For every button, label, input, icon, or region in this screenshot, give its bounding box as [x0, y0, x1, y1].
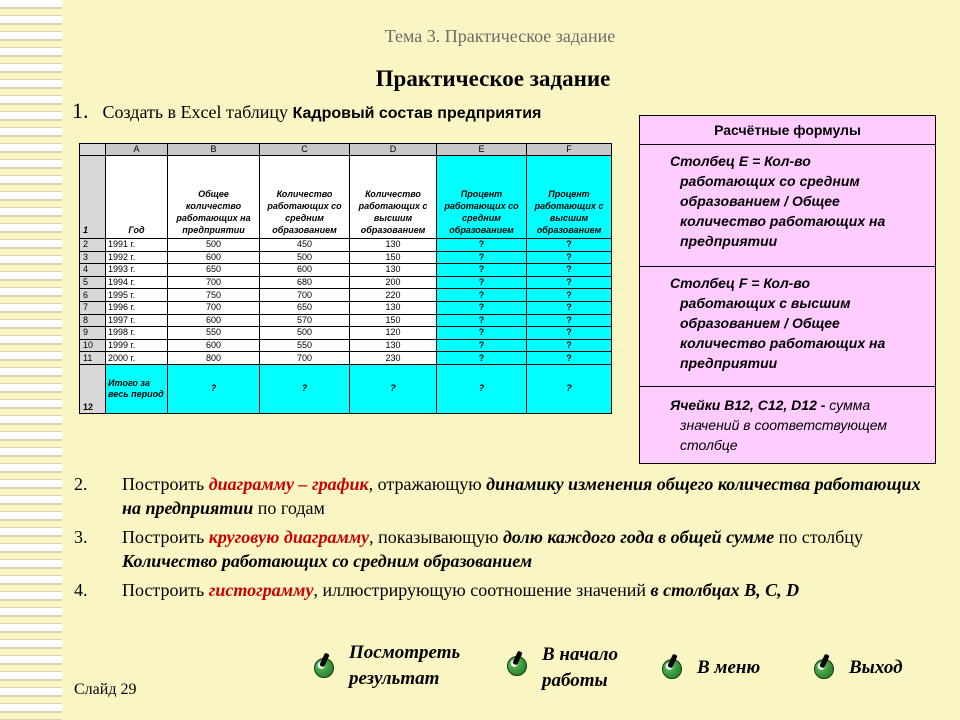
- row-number: 2: [80, 239, 106, 252]
- task-number: 2.: [74, 474, 88, 494]
- formula-e-first: Столбец E = Кол-во: [670, 153, 811, 169]
- row-number: 10: [80, 339, 106, 352]
- year-cell: 1994 г.: [106, 276, 168, 289]
- view-result-label: Посмотреть результат: [349, 642, 461, 689]
- excel-table: [79, 143, 612, 414]
- formula-total-cells: [640, 387, 935, 455]
- percent-higher-cell: ?: [527, 352, 612, 365]
- higher-edu-cell: 200: [350, 276, 437, 289]
- header-secondary-edu: Количество работающих со средним образованием: [260, 156, 350, 239]
- secondary-edu-cell: 500: [260, 251, 350, 264]
- row-number: 7: [80, 301, 106, 314]
- row-number: 5: [80, 276, 106, 289]
- percent-higher-cell: ?: [527, 314, 612, 327]
- task-text: , отражающую: [368, 474, 487, 494]
- percent-secondary-cell: ?: [437, 264, 527, 277]
- task-number: 4.: [74, 580, 88, 600]
- total-cell-f: ?: [527, 364, 612, 413]
- percent-higher-cell: ?: [527, 239, 612, 252]
- higher-edu-cell: 230: [350, 352, 437, 365]
- header-year: Год: [106, 156, 168, 239]
- menu-button[interactable]: [697, 655, 760, 681]
- view-result-button[interactable]: [349, 640, 479, 692]
- task-4: [74, 578, 944, 602]
- total-label: Итого за весь период: [106, 364, 168, 413]
- header-higher-edu: Количество работающих с высшим образованием: [350, 156, 437, 239]
- percent-secondary-cell: ?: [437, 251, 527, 264]
- higher-edu-cell: 130: [350, 339, 437, 352]
- total-workers-cell: 700: [168, 276, 260, 289]
- column-letter-c: C: [260, 144, 350, 156]
- percent-secondary-cell: ?: [437, 314, 527, 327]
- pencil-bullet-icon: [507, 656, 527, 676]
- column-letter-a: A: [106, 144, 168, 156]
- percent-secondary-cell: ?: [437, 289, 527, 302]
- secondary-edu-cell: 550: [260, 339, 350, 352]
- percent-secondary-cell: ?: [437, 327, 527, 340]
- percent-higher-cell: ?: [527, 264, 612, 277]
- formulas-header: Расчётные формулы: [640, 116, 935, 145]
- row-number: 1: [80, 156, 106, 239]
- task-1-text: Создать в Excel таблицу: [102, 102, 293, 122]
- higher-edu-cell: 130: [350, 301, 437, 314]
- corner-cell: [80, 144, 106, 156]
- secondary-edu-cell: 450: [260, 239, 350, 252]
- task-emphasis: Количество работающих со средним образованием: [122, 551, 533, 571]
- row-number: 8: [80, 314, 106, 327]
- total-cell-d: ?: [350, 364, 437, 413]
- percent-higher-cell: ?: [527, 289, 612, 302]
- total-workers-cell: 700: [168, 301, 260, 314]
- percent-higher-cell: ?: [527, 339, 612, 352]
- higher-edu-cell: 220: [350, 289, 437, 302]
- formula-f-rest: работающих с высшим образованием / Общее количество работающих на предприятии: [680, 295, 886, 371]
- total-workers-cell: 600: [168, 339, 260, 352]
- exit-label: Выход: [849, 657, 903, 678]
- year-cell: 1998 г.: [106, 327, 168, 340]
- menu-label: В меню: [697, 657, 761, 678]
- table-row: [80, 276, 612, 289]
- secondary-edu-cell: 700: [260, 352, 350, 365]
- higher-edu-cell: 150: [350, 314, 437, 327]
- pencil-bullet-icon: [662, 659, 682, 679]
- percent-higher-cell: ?: [527, 327, 612, 340]
- row-number: 11: [80, 352, 106, 365]
- column-letter-b: B: [168, 144, 260, 156]
- task-text: Построить: [122, 474, 209, 494]
- secondary-edu-cell: 650: [260, 301, 350, 314]
- task-highlight: гистограмму: [208, 580, 314, 600]
- percent-secondary-cell: ?: [437, 239, 527, 252]
- row-number: 6: [80, 289, 106, 302]
- year-cell: 1996 г.: [106, 301, 168, 314]
- total-cell-c: ?: [260, 364, 350, 413]
- total-workers-cell: 650: [168, 264, 260, 277]
- percent-secondary-cell: ?: [437, 352, 527, 365]
- formulas-box: [639, 115, 936, 464]
- exit-button[interactable]: [849, 655, 903, 681]
- total-workers-cell: 600: [168, 251, 260, 264]
- header-total-workers: Общее количество работающих на предприятии: [168, 156, 260, 239]
- total-cell-b: ?: [168, 364, 260, 413]
- higher-edu-cell: 120: [350, 327, 437, 340]
- task-text: , показывающую: [369, 527, 503, 547]
- table-row: [80, 289, 612, 302]
- header-percent-higher: Процент работающих с высшим образованием: [527, 156, 612, 239]
- percent-secondary-cell: ?: [437, 339, 527, 352]
- task-highlight: круговую диаграмму: [208, 527, 370, 547]
- total-workers-cell: 500: [168, 239, 260, 252]
- table-row: [80, 327, 612, 340]
- secondary-edu-cell: 680: [260, 276, 350, 289]
- row-number: 3: [80, 251, 106, 264]
- formula-cells-plain: сумма: [825, 397, 871, 413]
- percent-higher-cell: ?: [527, 301, 612, 314]
- percent-secondary-cell: ?: [437, 276, 527, 289]
- task-text: Построить: [122, 580, 209, 600]
- task-text: , иллюстрирующую соотношение значений: [313, 580, 651, 600]
- pencil-bullet-icon: [814, 659, 834, 679]
- column-letter-e: E: [437, 144, 527, 156]
- year-cell: 1993 г.: [106, 264, 168, 277]
- total-workers-cell: 600: [168, 314, 260, 327]
- task-emphasis: в столбцах B, C, D: [650, 580, 800, 600]
- secondary-edu-cell: 570: [260, 314, 350, 327]
- task-emphasis: долю каждого года в общей сумме: [502, 527, 775, 547]
- table-row: [80, 352, 612, 365]
- year-cell: 2000 г.: [106, 352, 168, 365]
- secondary-edu-cell: 700: [260, 289, 350, 302]
- slide-number: Слайд 29: [74, 681, 137, 698]
- task-2: [74, 472, 944, 520]
- task-3: [74, 525, 944, 573]
- task-1-number: 1.: [72, 98, 89, 123]
- table-header-row: [80, 156, 612, 239]
- formula-cells-rest: значений в соответствующем столбце: [680, 417, 887, 453]
- higher-edu-cell: 150: [350, 251, 437, 264]
- total-workers-cell: 750: [168, 289, 260, 302]
- table-row: [80, 239, 612, 252]
- total-row: [80, 364, 612, 413]
- higher-edu-cell: 130: [350, 264, 437, 277]
- total-workers-cell: 550: [168, 327, 260, 340]
- task-1-table-name: Кадровый состав предприятия: [292, 105, 542, 122]
- year-cell: 1992 г.: [106, 251, 168, 264]
- go-to-start-label: В начало работы: [542, 644, 618, 691]
- formula-f-first: Столбец F = Кол-во: [670, 275, 810, 291]
- tasks-list: [74, 472, 944, 607]
- task-1: [72, 98, 541, 124]
- task-text: по столбцу: [774, 527, 863, 547]
- page-title: Практическое задание: [375, 66, 611, 91]
- table-row: [80, 264, 612, 277]
- formula-e-rest: работающих со средним образованием / Общее количество работающих на предприятии: [680, 173, 886, 249]
- decorative-stripes: [0, 0, 62, 720]
- secondary-edu-cell: 500: [260, 327, 350, 340]
- task-emphasis: динамику изменения общего количества работающих на предприятии: [122, 474, 921, 518]
- year-cell: 1995 г.: [106, 289, 168, 302]
- row-number: 4: [80, 264, 106, 277]
- formula-column-e: [640, 145, 935, 267]
- table-row: [80, 251, 612, 264]
- column-letter-f: F: [527, 144, 612, 156]
- row-number: 9: [80, 327, 106, 340]
- task-text: Построить: [122, 527, 209, 547]
- year-cell: 1991 г.: [106, 239, 168, 252]
- percent-higher-cell: ?: [527, 276, 612, 289]
- formula-column-f: [640, 267, 935, 387]
- year-cell: 1999 г.: [106, 339, 168, 352]
- secondary-edu-cell: 600: [260, 264, 350, 277]
- percent-secondary-cell: ?: [437, 301, 527, 314]
- formula-cells-bold: Ячейки B12, C12, D12 -: [670, 397, 826, 413]
- pencil-bullet-icon: [314, 658, 334, 678]
- total-workers-cell: 800: [168, 352, 260, 365]
- header-percent-secondary: Процент работающих со средним образованием: [437, 156, 527, 239]
- higher-edu-cell: 130: [350, 239, 437, 252]
- task-highlight: диаграмму – график: [208, 474, 369, 494]
- task-number: 3.: [74, 527, 88, 547]
- percent-higher-cell: ?: [527, 251, 612, 264]
- year-cell: 1997 г.: [106, 314, 168, 327]
- total-cell-e: ?: [437, 364, 527, 413]
- table-row: [80, 339, 612, 352]
- table-row: [80, 301, 612, 314]
- go-to-start-button[interactable]: [542, 642, 642, 694]
- task-text: по годам: [253, 498, 325, 518]
- topic-header: Тема 3. Практическое задание: [384, 26, 616, 46]
- table-row: [80, 314, 612, 327]
- row-number: 12: [80, 364, 106, 413]
- column-letter-d: D: [350, 144, 437, 156]
